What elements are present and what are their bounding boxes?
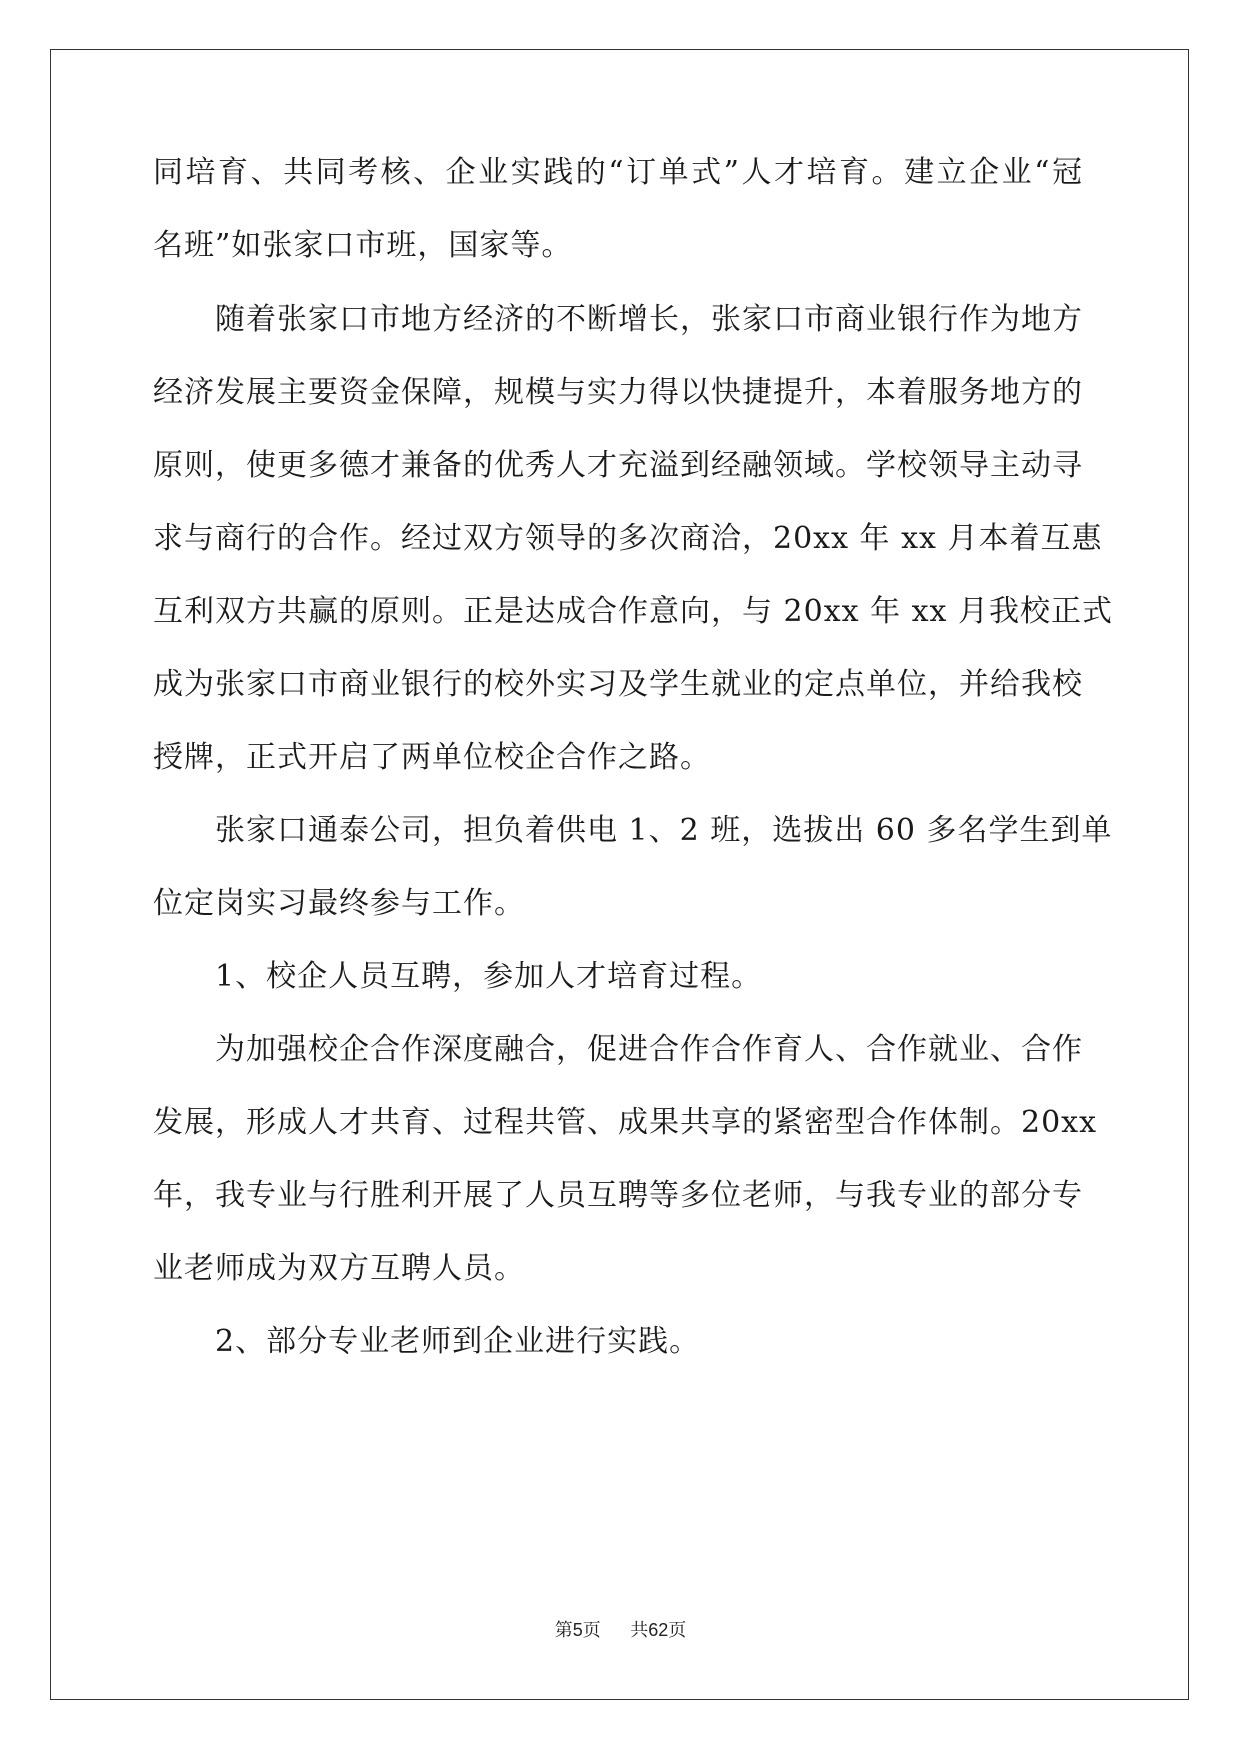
total-pages-label [630,1618,686,1643]
total-prefix: 共 [630,1620,649,1641]
paragraph-line: 2、部分专业老师到企业进行实践。 [153,1324,701,1359]
paragraph-line: 年，我专业与行胜利开展了人员互聘等多位老师，与我专业的部分专 [153,1178,1083,1213]
paragraph-line: 位定岗实习最终参与工作。 [153,886,525,921]
page-number: 5 [572,1620,583,1640]
paragraph-line: 互利双方共赢的原则。正是达成合作意向，与 20xx 年 xx 月我校正式 [153,594,1113,629]
paragraph-line: 求与商行的合作。经过双方领导的多次商洽，20xx 年 xx 月本着互惠 [153,521,1103,556]
page-footer [0,1618,1241,1643]
paragraph-line: 经济发展主要资金保障，规模与实力得以快捷提升，本着服务地方的 [153,375,1083,410]
total-pages: 62 [648,1620,669,1640]
paragraph-line: 同培育、共同考核、企业实践的“订单式”人才培育。建立企业“冠 [153,155,1083,190]
paragraph-line: 为加强校企合作深度融合，促进合作合作育人、合作就业、合作 [153,1032,1083,1067]
paragraph-line: 随着张家口市地方经济的不断增长，张家口市商业银行作为地方 [153,302,1083,337]
page-border [50,49,1189,1700]
paragraph-line: 1、校企人员互聘，参加人才培育过程。 [153,959,763,994]
total-suffix: 页 [668,1620,687,1641]
paragraph-line: 发展，形成人才共育、过程共管、成果共享的紧密型合作体制。20xx [153,1105,1098,1140]
page-suffix: 页 [582,1620,601,1641]
paragraph-line: 名班”如张家口市班，国家等。 [153,228,573,263]
paragraph-line: 原则，使更多德才兼备的优秀人才充溢到经融领域。学校领导主动寻 [153,448,1083,483]
paragraph-line: 授牌，正式开启了两单位校企合作之路。 [153,740,711,775]
paragraph-line: 张家口通泰公司，担负着供电 1、2 班，选拔出 60 多名学生到单 [153,813,1113,848]
page-prefix: 第 [554,1620,573,1641]
paragraph-line: 业老师成为双方互聘人员。 [153,1251,525,1286]
paragraph-line: 成为张家口市商业银行的校外实习及学生就业的定点单位，并给我校 [153,667,1083,702]
page-number-label [555,1618,601,1643]
